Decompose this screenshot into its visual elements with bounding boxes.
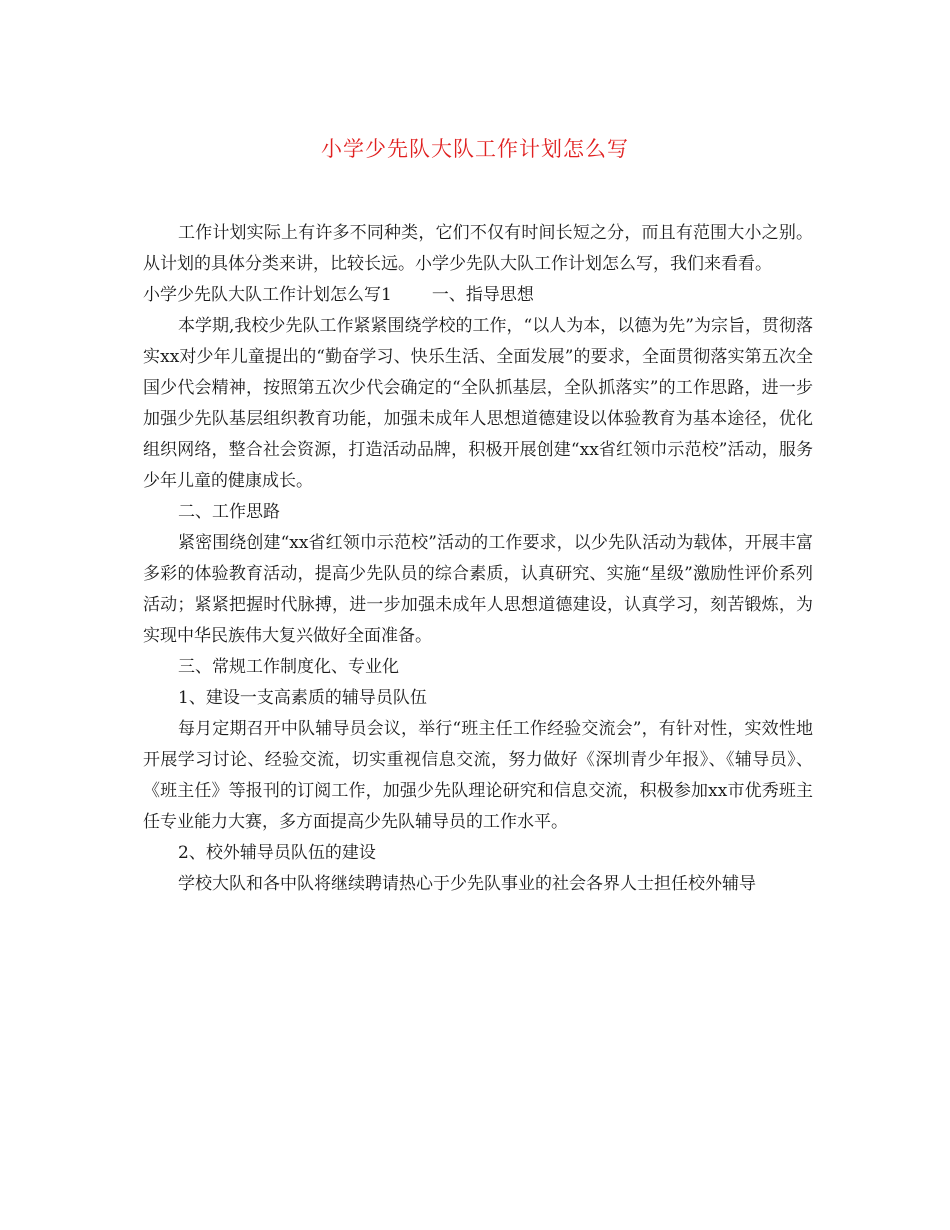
section-heading-guiding-ideology: 一、指导思想 xyxy=(431,285,534,305)
counselor-team-paragraph: 每月定期召开中队辅导员会议，举行“班主任工作经验交流会”，有针对性，实效性地开展学习讨论、经验交流，切实重视信息交流，努力做好《深圳青少年报》、《辅导员》、《班主任》等报刊的订阅工作，加强少先队理论研究和信息交流，积极参加xx市优秀班主任专业能力大赛，多方面提高少先队辅导员的工作水平。 xyxy=(143,719,813,832)
subheading-external-counselors: 2、校外辅导员队伍的建设 xyxy=(178,843,376,863)
heading-work-approach: 二、工作思路 xyxy=(178,502,280,522)
document-body xyxy=(143,218,813,900)
document-title: 小学少先队大队工作计划怎么写 xyxy=(321,137,629,161)
work-approach-paragraph: 紧密围绕创建“xx省红领巾示范校”活动的工作要求，以少先队活动为载体，开展丰富多彩的体验教育活动，提高少先队员的综合素质，认真研究、实施“星级”激励性评价系列活动；紧紧把握时代脉搏，进一步加强未成年人思想道德建设，认真学习，刻苦锻炼，为实现中华民族伟大复兴做好全面准备。 xyxy=(143,533,813,646)
external-counselors-paragraph: 学校大队和各中队将继续聘请热心于少先队事业的社会各界人士担任校外辅导 xyxy=(178,874,756,894)
section-line xyxy=(143,280,813,311)
guiding-ideology-paragraph: 本学期,我校少先队工作紧紧围绕学校的工作，“以人为本，以德为先”为宗旨，贯彻落实xx对少年儿童提出的“勤奋学习、快乐生活、全面发展”的要求，全面贯彻落实第五次全国少代会精神，按照第五次少代会确定的“全队抓基层，全队抓落实”的工作思路，进一步加强少先队基层组织教育功能，加强未成年人思想道德建设以体验教育为基本途径，优化组织网络，整合社会资源，打造活动品牌，积极开展创建“xx省红领巾示范校”活动，服务少年儿童的健康成长。 xyxy=(143,316,813,491)
heading-routine-work: 三、常规工作制度化、专业化 xyxy=(178,657,399,677)
section-label: 小学少先队大队工作计划怎么写1 xyxy=(143,285,392,305)
intro-paragraph: 工作计划实际上有许多不同种类，它们不仅有时间长短之分，而且有范围大小之别。从计划的具体分类来讲，比较长远。小学少先队大队工作计划怎么写，我们来看看。 xyxy=(143,223,813,274)
subheading-counselor-team: 1、建设一支高素质的辅导员队伍 xyxy=(178,688,427,708)
